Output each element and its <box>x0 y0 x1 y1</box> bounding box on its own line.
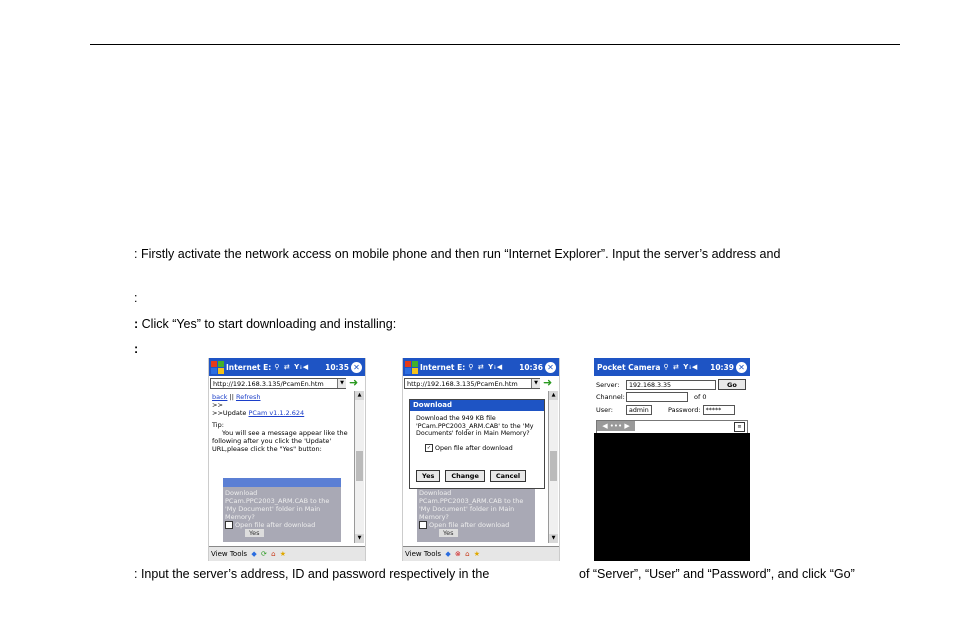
sample-check-label: Open file after download <box>429 521 510 529</box>
password-label: Password: <box>668 406 701 414</box>
scrollbar[interactable] <box>548 391 558 543</box>
camera-nav-control[interactable]: ◀ ••• ▶ <box>597 421 635 431</box>
clock: 10:35 <box>325 362 349 372</box>
sample-yes-button: Yes <box>439 529 458 537</box>
status-icons: ⚲ ⇄ Y͏ᵢ◀ <box>274 363 310 371</box>
password-input[interactable]: ***** <box>703 405 735 415</box>
windows-start-icon[interactable] <box>211 361 224 374</box>
open-after-download-label: Open file after download <box>435 444 513 452</box>
change-button[interactable]: Change <box>445 470 484 482</box>
title-bar <box>594 358 750 376</box>
status-icons: ⚲ ⇄ Y͏ᵢ◀ <box>468 363 504 371</box>
camera-toolbar <box>596 420 748 434</box>
channel-of-label: of 0 <box>694 393 707 401</box>
sample-yes-button: Yes <box>245 529 264 537</box>
server-label: Server: <box>596 380 620 389</box>
sample-dialog-text: Download PCam.PPC2003_ARM.CAB to the 'My Document' folder in Main Memory? <box>225 489 330 521</box>
instruction-line-1: : Firstly activate the network access on mobile phone and then run “Internet Explorer”. Input the server’s address and <box>134 247 781 261</box>
instruction-line-4: : <box>134 342 139 356</box>
update-link[interactable]: PCam v1.1.2.624 <box>248 409 305 417</box>
link-separator: || <box>227 393 236 401</box>
address-dropdown-icon[interactable]: ▼ <box>531 379 540 388</box>
menu-icon[interactable]: ≡ <box>734 422 745 432</box>
scrollbar[interactable] <box>354 391 364 543</box>
open-after-download-checkbox[interactable]: ✓ <box>426 444 432 451</box>
refresh-link[interactable]: Refresh <box>235 393 261 401</box>
home-icon[interactable]: ⌂ <box>465 550 470 558</box>
dialog-message: Download the 949 KB file 'PCam.PPC2003_ARM.CAB' to the 'My Documents' folder in Main Memory? <box>416 415 534 437</box>
stop-icon[interactable]: ⊗ <box>454 550 461 558</box>
close-icon[interactable]: ✕ <box>545 362 556 373</box>
favorites-icon[interactable]: ★ <box>279 550 287 558</box>
arrows-text: >> <box>212 401 223 409</box>
caption-right: of “Server”, “User” and “Password”, and click “Go” <box>579 567 855 581</box>
step-text: Click “Yes” to start downloading and installing: <box>138 317 397 331</box>
menu-bar <box>403 546 559 561</box>
home-icon[interactable]: ⌂ <box>271 550 276 558</box>
scroll-up-icon[interactable]: ▲ <box>355 391 364 400</box>
video-view <box>594 433 750 561</box>
back-icon[interactable]: ◆ <box>445 550 451 558</box>
go-button[interactable]: Go <box>718 379 746 390</box>
back-link[interactable]: back <box>212 393 228 401</box>
menu-view-tools[interactable]: View Tools <box>211 550 248 558</box>
screenshot-ie-download <box>402 358 560 561</box>
screenshot-ie-update <box>208 358 366 561</box>
dialog-title: Download <box>410 400 544 411</box>
user-input[interactable]: admin <box>626 405 652 415</box>
close-icon[interactable]: ✕ <box>736 362 747 373</box>
go-arrow-icon[interactable]: ➜ <box>543 376 553 389</box>
app-title: Internet E: <box>226 362 272 372</box>
cancel-button[interactable]: Cancel <box>490 470 526 482</box>
channel-label: Channel: <box>596 393 625 401</box>
windows-start-icon[interactable] <box>405 361 418 374</box>
back-icon[interactable]: ◆ <box>251 550 257 558</box>
download-dialog <box>409 399 545 489</box>
app-title: Internet E: <box>420 362 466 372</box>
scroll-down-icon[interactable]: ▼ <box>355 534 364 543</box>
favorites-icon[interactable]: ★ <box>473 550 481 558</box>
step-marker: : <box>134 317 139 331</box>
close-icon[interactable]: ✕ <box>351 362 362 373</box>
screenshot-pocket-camera <box>594 358 750 561</box>
address-bar[interactable]: http://192.168.3.135/PcamEn.htm <box>210 378 346 389</box>
instruction-line-3 <box>134 316 396 332</box>
refresh-icon[interactable]: ⟳ <box>260 550 267 558</box>
scroll-down-icon[interactable]: ▼ <box>549 534 558 543</box>
title-bar <box>403 358 559 376</box>
user-label: User: <box>596 406 613 414</box>
menu-view-tools[interactable]: View Tools <box>405 550 442 558</box>
scroll-thumb[interactable] <box>356 451 363 481</box>
clock: 10:36 <box>519 362 543 372</box>
instruction-line-2: : <box>134 291 138 305</box>
status-icons: ⚲ ⇄ Y͏ᵢ◀ <box>663 363 699 371</box>
sample-dialog-text: Download PCam.PPC2003_ARM.CAB to the 'My Document' folder in Main Memory? <box>419 489 524 521</box>
clock: 10:39 <box>710 362 734 372</box>
caption-left: : Input the server’s address, ID and password respectively in the <box>134 567 490 581</box>
channel-select[interactable] <box>626 392 688 402</box>
page-content <box>212 393 350 453</box>
update-prefix: >>Update <box>212 409 249 417</box>
scroll-up-icon[interactable]: ▲ <box>549 391 558 400</box>
tip-text: You will see a message appear like the following after you click the 'Update' URL,please click the "Yes" button: <box>212 429 348 453</box>
address-bar[interactable]: http://192.168.3.135/PcamEn.htm <box>404 378 540 389</box>
header-rule <box>90 44 900 45</box>
go-arrow-icon[interactable]: ➜ <box>349 376 359 389</box>
tip-heading: Tip: <box>212 421 224 429</box>
address-dropdown-icon[interactable]: ▼ <box>337 379 346 388</box>
scroll-thumb[interactable] <box>550 451 557 481</box>
yes-button[interactable]: Yes <box>416 470 440 482</box>
menu-bar <box>209 546 365 561</box>
title-bar <box>209 358 365 376</box>
sample-dialog-image <box>223 478 341 542</box>
server-input[interactable]: 192.168.3.35 <box>626 380 716 390</box>
app-title: Pocket Camera <box>597 362 661 372</box>
sample-check-label: Open file after download <box>235 521 316 529</box>
